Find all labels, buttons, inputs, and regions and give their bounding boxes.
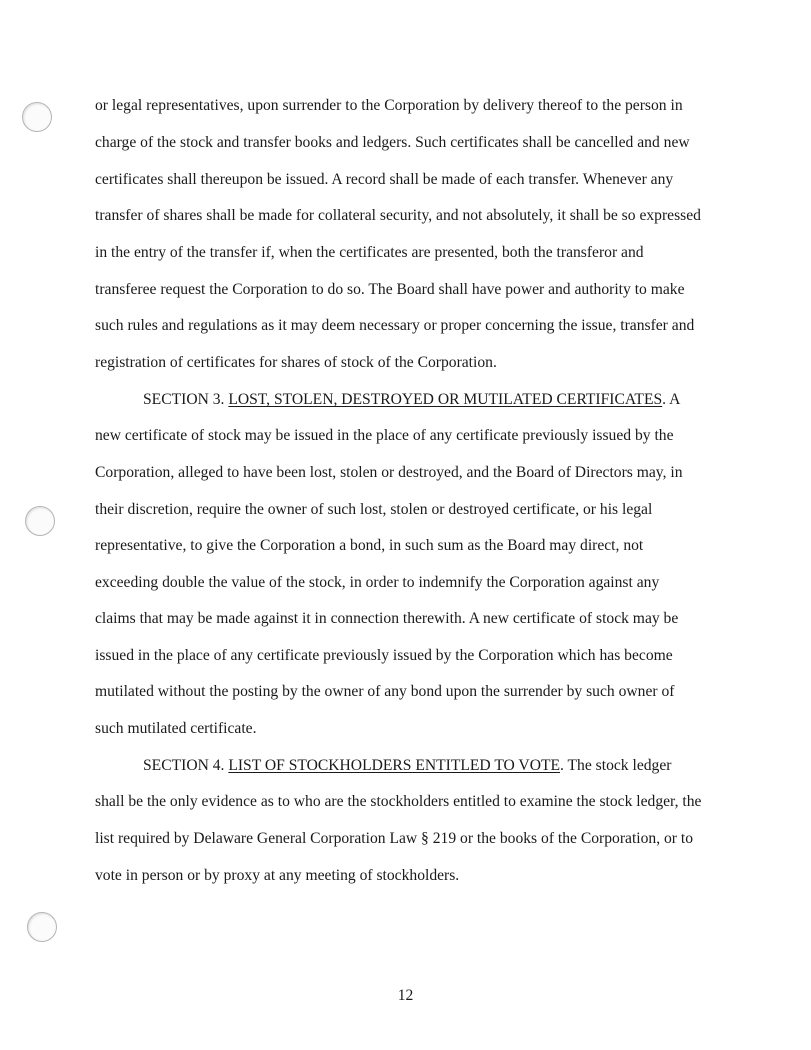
page-number: 12 [397, 987, 414, 1004]
text-line: in the entry of the transfer if, when the certificates are presented, both the transferor and [95, 244, 644, 261]
text-line: their discretion, require the owner of such lost, stolen or destroyed certificate, or his legal [95, 501, 653, 518]
text-line: Corporation, alleged to have been lost, stolen or destroyed, and the Board of Directors may, in [95, 464, 683, 481]
text-line: mutilated without the posting by the owner of any bond upon the surrender by such owner of [95, 683, 675, 700]
text-line: such mutilated certificate. [95, 720, 257, 737]
section-4-tail: . The stock ledger [560, 757, 672, 774]
text-line: issued in the place of any certificate previously issued by the Corporation which has become [95, 647, 673, 664]
section-3-tail: . A [662, 391, 681, 408]
text-line: representative, to give the Corporation a bond, in such sum as the Board may direct, not [95, 537, 644, 554]
punch-hole [25, 506, 55, 536]
text-line: certificates shall thereupon be issued. A record shall be made of each transfer. Whenever any [95, 171, 674, 188]
text-line: transferee request the Corporation to do so. The Board shall have power and authority to make [95, 281, 685, 298]
punch-hole [22, 102, 52, 132]
text-line: claims that may be made against it in connection therewith. A new certificate of stock may be [95, 610, 679, 627]
section-3-title: LOST, STOLEN, DESTROYED OR MUTILATED CERTIFICATES [228, 391, 663, 408]
text-line: such rules and regulations as it may deem necessary or proper concerning the issue, transfer and [95, 317, 695, 334]
section-4-heading-line [143, 756, 671, 776]
text-line: shall be the only evidence as to who are the stockholders entitled to examine the stock ledger, the [95, 793, 702, 810]
section-3-label: SECTION 3. [143, 391, 229, 408]
text-line: transfer of shares shall be made for collateral security, and not absolutely, it shall be so expressed [95, 207, 701, 224]
section-4-title: LIST OF STOCKHOLDERS ENTITLED TO VOTE [228, 757, 561, 774]
text-line: list required by Delaware General Corporation Law § 219 or the books of the Corporation, or to [95, 830, 694, 847]
text-line: charge of the stock and transfer books and ledgers. Such certificates shall be cancelled and new [95, 134, 690, 151]
text-line: registration of certificates for shares of stock of the Corporation. [95, 354, 497, 371]
text-line: new certificate of stock may be issued in the place of any certificate previously issued by the [95, 427, 674, 444]
text-line: vote in person or by proxy at any meeting of stockholders. [95, 867, 460, 884]
text-line: exceeding double the value of the stock, in order to indemnify the Corporation against any [95, 574, 660, 591]
punch-hole [27, 912, 57, 942]
section-3-heading-line [143, 390, 680, 410]
text-line: or legal representatives, upon surrender to the Corporation by delivery thereof to the person in [95, 97, 683, 114]
section-4-label: SECTION 4. [143, 757, 229, 774]
